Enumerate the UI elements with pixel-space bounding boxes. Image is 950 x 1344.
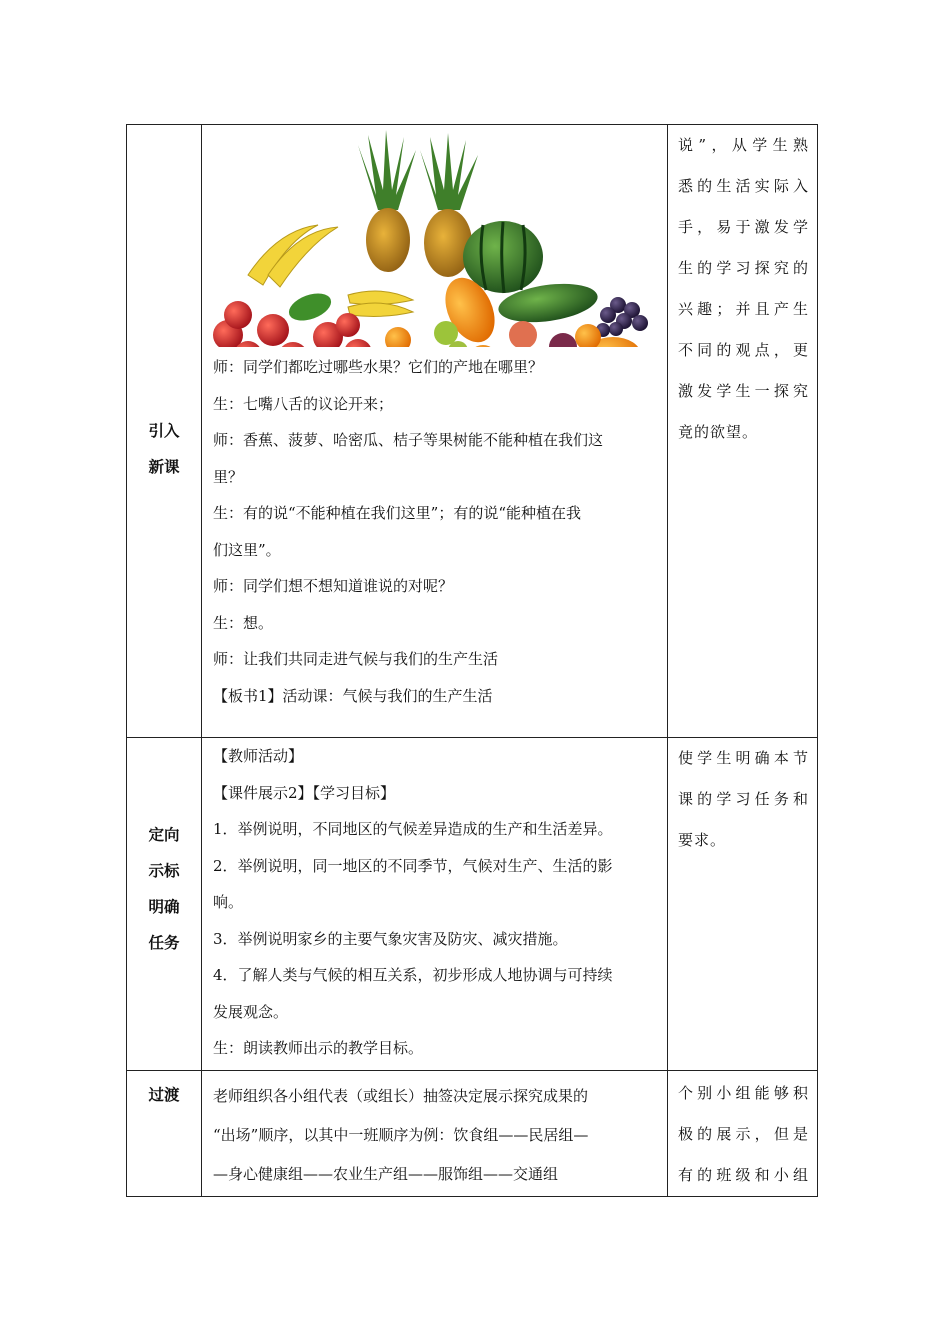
note-line: 竟的欲望。: [678, 423, 759, 441]
content-line: 生：七嘴八舌的议论开来；: [213, 394, 394, 413]
content-line: 发展观念。: [213, 1002, 289, 1021]
note-line: 极的展示，但是: [678, 1125, 809, 1143]
stage-label: 示标: [148, 862, 180, 880]
content-cell: [202, 1071, 668, 1197]
stage-label: 定向: [148, 826, 180, 844]
content-line: 师：同学们都吃过哪些水果？它们的产地在哪里？: [213, 358, 544, 376]
content-line: 3．举例说明家乡的主要气象灾害及防灾、减灾措施。: [213, 929, 568, 948]
content-line: 师：同学们想不想知道谁说的对呢？: [213, 577, 454, 595]
note-line: 激发学生一探究: [678, 382, 809, 400]
content-cell: [202, 125, 668, 738]
stage-label: 引入: [148, 422, 180, 440]
content-line: 里？: [213, 467, 244, 486]
content-line: 1．举例说明，不同地区的气候差异造成的生产和生活差异。: [213, 820, 613, 838]
content-line: 【课件展示2】【学习目标】: [213, 783, 396, 802]
content-line: 2．举例说明，同一地区的不同季节，气候对生产、生活的影: [213, 856, 613, 875]
content-line: 生：想。: [213, 613, 274, 632]
note-cell: [668, 738, 818, 1071]
note-cell: [668, 125, 818, 738]
note-cell: [668, 1071, 818, 1197]
note-line: 生的学习探究的: [678, 259, 809, 277]
lesson-plan-table: [126, 124, 818, 1197]
stage-label: 过渡: [148, 1086, 180, 1104]
content-cell: [202, 738, 668, 1071]
stage-label: 明确: [148, 898, 180, 916]
content-line: 生：朗读教师出示的教学目标。: [213, 1039, 424, 1057]
note-line: 悉的生活实际入: [678, 177, 809, 195]
content-line: 老师组织各小组代表（或组长）抽签决定展示探究成果的: [213, 1087, 589, 1105]
stage-cell: [127, 738, 202, 1071]
table-row: [127, 1071, 818, 1197]
content-line: —身心健康组——农业生产组——服饰组——交通组: [213, 1165, 559, 1183]
table-row: [127, 738, 818, 1071]
content-line: 师：香蕉、菠萝、哈密瓜、桔子等果树能不能种植在我们这: [213, 431, 604, 449]
content-line: “出场”顺序，以其中一班顺序为例：饮食组——民居组—: [213, 1126, 589, 1144]
note-line: 课的学习任务和: [678, 790, 809, 808]
content-line: 生：有的说“不能种植在我们这里”；有的说“能种植在我: [213, 504, 582, 522]
fruit-image: [202, 125, 667, 347]
content-line: 【板书1】活动课：气候与我们的生产生活: [213, 686, 493, 705]
table-row: [127, 125, 818, 738]
content-line: 【教师活动】: [213, 747, 304, 765]
note-line: 使学生明确本节: [678, 749, 809, 767]
stage-label: 任务: [148, 934, 180, 952]
stage-cell: [127, 1071, 202, 1197]
note-line: 手，易于激发学: [678, 218, 809, 236]
note-line: 个别小组能够积: [678, 1084, 809, 1102]
note-line: 兴趣；并且产生: [678, 300, 809, 318]
note-line: 不同的观点，更: [678, 341, 809, 359]
content-line: 们这里”。: [213, 540, 281, 559]
content-line: 4．了解人类与气候的相互关系，初步形成人地协调与可持续: [213, 966, 613, 984]
content-line: 响。: [213, 893, 244, 911]
note-line: 说”，从学生熟: [678, 136, 809, 154]
stage-label: 新课: [148, 458, 180, 476]
stage-cell: [127, 125, 202, 738]
note-line: 要求。: [678, 831, 727, 849]
note-line: 有的班级和小组: [678, 1166, 809, 1184]
fruit-pile-illustration: [208, 125, 654, 347]
content-line: 师：让我们共同走进气候与我们的生产生活: [213, 650, 499, 668]
